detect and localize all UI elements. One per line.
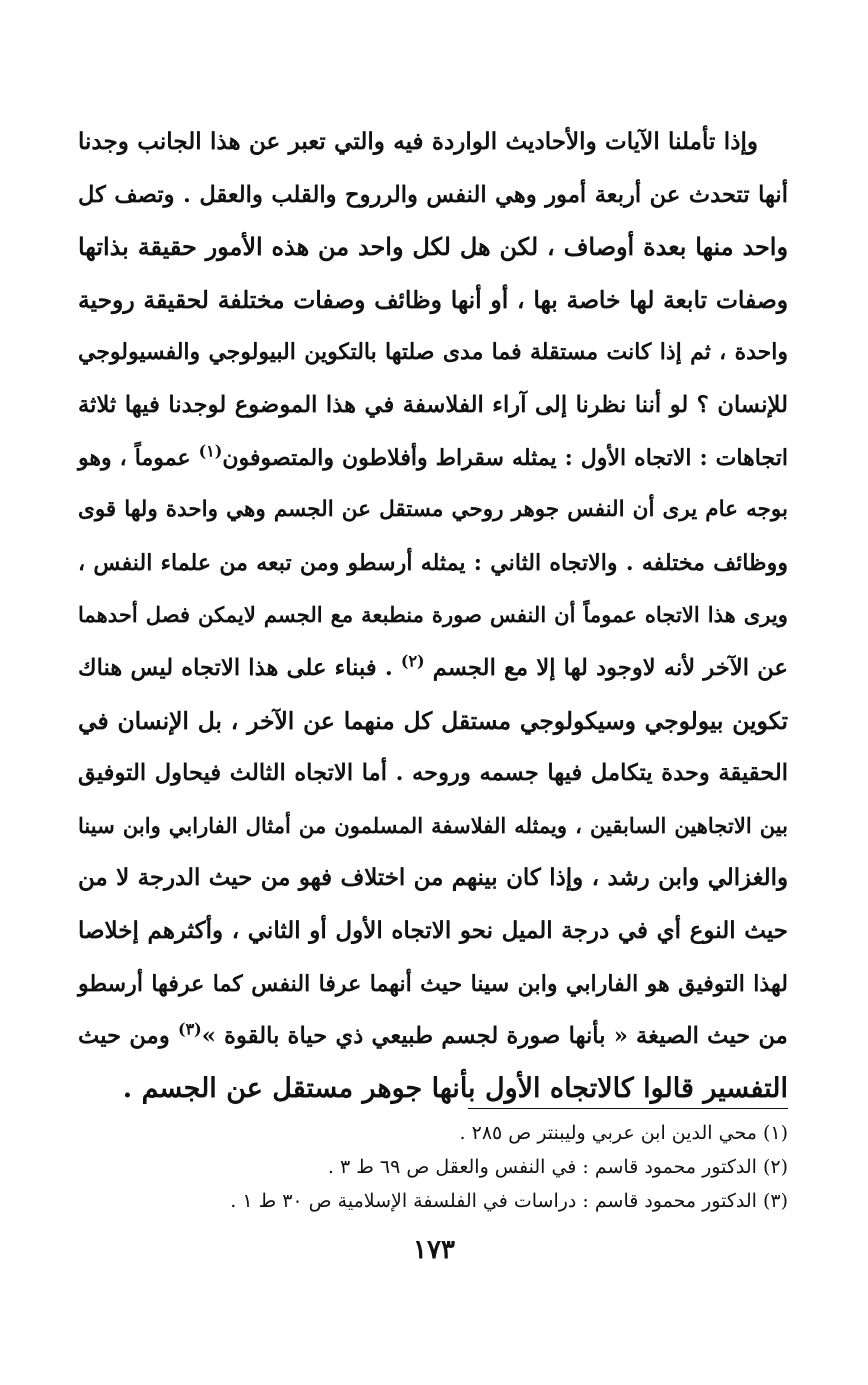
footnote-ref-1: (١) (198, 441, 223, 461)
page-number: ١٧٣ (413, 1235, 455, 1265)
body-line-18-tail: ومن حيث (78, 1023, 170, 1050)
body-line-1: وإذا تأملنا الآيات والأحاديث الواردة فيه والتي تعبر عن هذا الجانب وجدنا (78, 128, 758, 155)
body-line-3: واحد منها بعدة أوصاف ، لكن هل لكل واحد من هذه الأمور حقيقة بذاتها (78, 233, 788, 262)
body-line-6: للإنسان ؟ لو أننا نظرنا إلى آراء الفلاسفة في هذا الموضوع لوجدنا فيها ثلاثة (78, 391, 788, 418)
footnote-2: (٢) الدكتور محمود قاسم : في النفس والعقل ص ٦٩ ط ٣ . (327, 1156, 788, 1178)
footnote-1: (١) محي الدين ابن عربي وليبنتر ص ٢٨٥ . (459, 1122, 788, 1144)
body-line-17: لهذا التوفيق هو الفارابي وابن سينا حيث أنهما عرفا النفس كما عرفها أرسطو (78, 970, 788, 997)
body-line-13: الحقيقة وحدة يتكامل فيها جسمه وروحه . أما الاتجاه الثالث فيحاول التوفيق (78, 760, 788, 787)
body-line-16: حيث النوع أي في درجة الميل نحو الاتجاه الأول أو الثاني ، وأكثرهم إخلاصا (78, 916, 788, 944)
body-line-11-text: عن الآخر لأنه لاوجود لها إلا مع الجسم (432, 654, 788, 681)
body-line-4: وصفات تابعة لها خاصة بها ، أو أنها وظائف وصفات مختلفة لحقيقة روحية (78, 285, 788, 314)
body-line-2: أنها تتحدث عن أربعة أمور وهي النفس والرروح والقلب والعقل . وتصف كل (78, 181, 788, 208)
body-line-18-text: من حيث الصيغة « بأنها صورة لجسم طبيعي ذي حياة بالقوة » (201, 1023, 788, 1050)
footnotes (78, 1116, 788, 1218)
body-line-11: عن الآخر لأنه لاوجود لها إلا مع الجسم $^{(٢)}$ . فبناء على هذا الاتجاه ليس هناك (78, 651, 788, 681)
footnote-3: (٣) الدكتور محمود قاسم : دراسات في الفلسفة الإسلامية ص ٣٠ ط ١ . (230, 1190, 788, 1212)
body-line-18 (78, 1010, 788, 1063)
body-line-9: ووظائف مختلفه . والاتجاه الثاني : يمثله أرسطو ومن تبعه من علماء النفس ، (78, 549, 788, 576)
footnote-divider (468, 1108, 788, 1109)
body-line-14: بين الاتجاهين السابقين ، ويمثله الفلاسفة المسلمون من أمثال الفارابي وابن سينا (78, 812, 788, 838)
body-line-12: تكوين بيولوجي وسيكولوجي مستقل كل منهما عن الآخر ، بل الإنسان في (78, 706, 788, 735)
body-line-11-tail: فبناء على هذا الاتجاه ليس هناك (78, 654, 377, 681)
body-line-7-text: اتجاهات : الاتجاه الأول : يمثله سقراط وأفلاطون والمتصوفون (222, 444, 788, 471)
body-line-7 (78, 432, 788, 485)
body-line-5: واحدة ، ثم إذا كانت مستقلة فما مدى صلتها بالتكوين البيولوجي والفسيولوجي (78, 339, 788, 366)
body-text (78, 116, 788, 1115)
body-line-7-tail: عموماً ، وهو (78, 444, 191, 471)
body-line-10: ويرى هذا الاتجاه عموماً أن النفس صورة منطبعة مع الجسم لايمكن فصل أحدهما (78, 602, 788, 628)
footnote-ref-3: (٣) (177, 1019, 202, 1039)
footnote-ref-2: (٢) (400, 651, 425, 671)
body-line-19: التفسير قالوا كالاتجاه الأول بأنها جوهر مستقل عن الجسم . (122, 1072, 788, 1104)
body-line-15: والغزالي وابن رشد ، وإذا كان بينهم من اختلاف فهو من حيث الدرجة لا من (78, 865, 788, 892)
body-line-8: بوجه عام يرى أن النفس جوهر روحي مستقل عن الجسم وهي واحدة ولها قوى (78, 497, 788, 523)
